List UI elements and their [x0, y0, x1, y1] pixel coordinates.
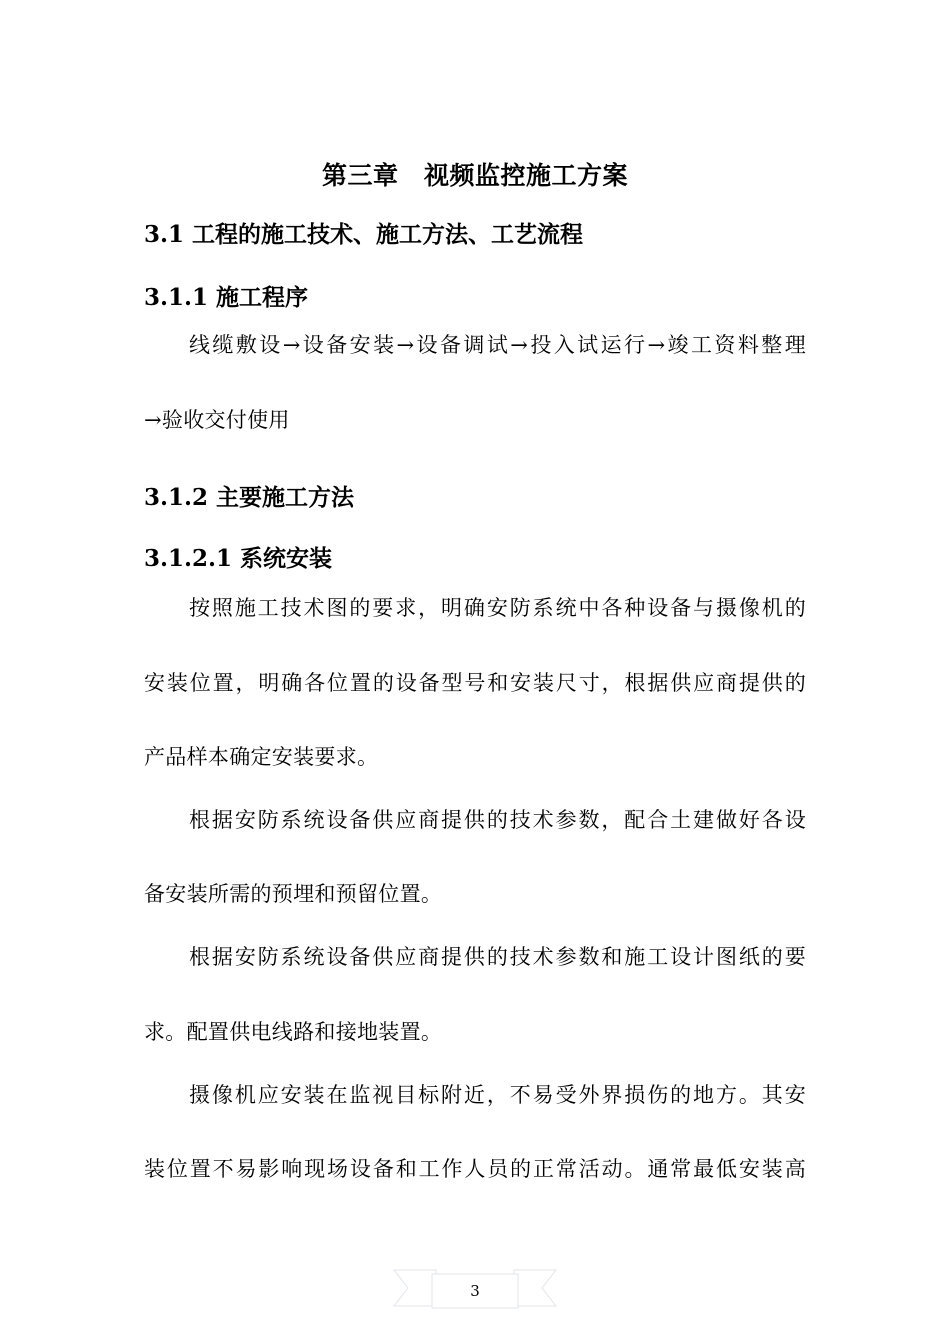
paragraph-line: 安装位置，明确各位置的设备型号和安装尺寸，根据供应商提供的 — [144, 671, 806, 695]
chapter-title: 第三章 视频监控施工方案 — [321, 161, 628, 190]
paragraph-line: 线缆敷设→设备安装→设备调试→投入试运行→竣工资料整理 — [189, 333, 806, 357]
paragraph-line: →验收交付使用 — [144, 408, 290, 432]
section-heading-3-1-2-1: 3.1.2.1 系统安装 — [144, 545, 333, 572]
page-number: 3 — [470, 1282, 480, 1300]
paragraph-line: 根据安防系统设备供应商提供的技术参数，配合土建做好各设 — [189, 808, 806, 832]
section-heading-3-1: 3.1 工程的施工技术、施工方法、工艺流程 — [144, 221, 584, 248]
paragraph-line: 装位置不易影响现场设备和工作人员的正常活动。通常最低安装高 — [144, 1157, 806, 1181]
paragraph-line: 产品样本确定安装要求。 — [144, 745, 379, 769]
paragraph-line: 求。配置供电线路和接地装置。 — [144, 1020, 443, 1044]
paragraph-line: 根据安防系统设备供应商提供的技术参数和施工设计图纸的要 — [189, 945, 806, 969]
paragraph-line: 备安装所需的预埋和预留位置。 — [144, 882, 443, 906]
paragraph-line: 摄像机应安装在监视目标附近，不易受外界损伤的地方。其安 — [189, 1083, 806, 1107]
section-heading-3-1-2: 3.1.2 主要施工方法 — [144, 484, 355, 511]
section-heading-3-1-1: 3.1.1 施工程序 — [144, 284, 309, 311]
paragraph-line: 按照施工技术图的要求，明确安防系统中各种设备与摄像机的 — [189, 596, 806, 620]
page-footer — [392, 1262, 558, 1314]
